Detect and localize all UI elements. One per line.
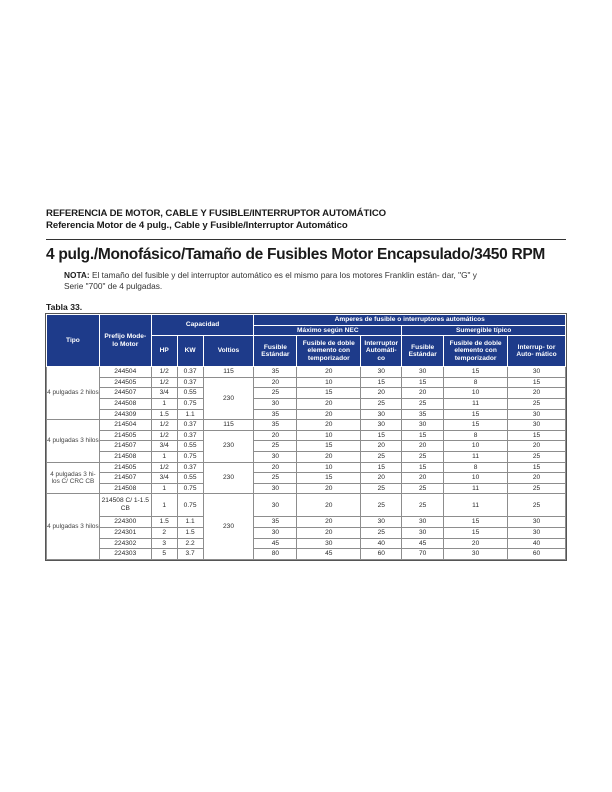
cell-hp: 3/4	[151, 441, 177, 452]
cell-prefijo: 244507	[99, 388, 151, 399]
cell-nec-interruptor: 20	[361, 388, 402, 399]
cell-sum-interruptor: 30	[508, 517, 566, 528]
cell-nec-fusible: 30	[254, 483, 297, 494]
cell-hp: 1/2	[151, 367, 177, 378]
cell-nec-fusible: 80	[254, 549, 297, 560]
header-amperes: Amperes de fusible o interruptores automáticos	[254, 315, 566, 326]
cell-sum-interruptor: 20	[508, 388, 566, 399]
cell-prefijo: 214507	[99, 473, 151, 484]
cell-nec-interruptor: 25	[361, 398, 402, 409]
cell-nec-fusible: 20	[254, 430, 297, 441]
cell-kw: 1.5	[177, 527, 203, 538]
table-row	[47, 430, 566, 441]
cell-sum-fusible: 30	[402, 527, 444, 538]
cell-nec-fusible: 25	[254, 473, 297, 484]
cell-kw: 0.55	[177, 473, 203, 484]
cell-sum-doble: 10	[444, 388, 508, 399]
cell-sum-doble: 10	[444, 473, 508, 484]
table-row	[47, 462, 566, 473]
fuse-table	[46, 314, 566, 560]
cell-hp: 1.5	[151, 409, 177, 420]
note-label: NOTA:	[64, 270, 90, 280]
cell-sum-fusible: 25	[402, 483, 444, 494]
table-row	[47, 494, 566, 517]
cell-nec-doble: 20	[297, 483, 361, 494]
cell-nec-fusible: 25	[254, 441, 297, 452]
table-row	[47, 367, 566, 378]
cell-sum-doble: 11	[444, 494, 508, 517]
cell-sum-doble: 15	[444, 527, 508, 538]
cell-sum-doble: 15	[444, 409, 508, 420]
cell-voltios: 115	[203, 420, 254, 431]
cell-sum-fusible: 15	[402, 430, 444, 441]
cell-nec-fusible: 30	[254, 398, 297, 409]
cell-prefijo: 214508	[99, 451, 151, 462]
cell-hp: 2	[151, 527, 177, 538]
header-hp: HP	[151, 336, 177, 367]
cell-hp: 1/2	[151, 430, 177, 441]
document-subtitle: Referencia Motor de 4 pulg., Cable y Fusible/Interruptor Automático	[46, 220, 348, 231]
cell-kw: 0.37	[177, 377, 203, 388]
cell-sum-interruptor: 30	[508, 527, 566, 538]
cell-prefijo: 244505	[99, 377, 151, 388]
cell-nec-fusible: 35	[254, 367, 297, 378]
cell-hp: 3/4	[151, 473, 177, 484]
cell-sum-interruptor: 30	[508, 420, 566, 431]
cell-sum-doble: 15	[444, 367, 508, 378]
cell-nec-doble: 20	[297, 494, 361, 517]
cell-sum-doble: 8	[444, 462, 508, 473]
cell-nec-interruptor: 15	[361, 377, 402, 388]
cell-hp: 3/4	[151, 388, 177, 399]
cell-voltios: 230	[203, 494, 254, 559]
header-divider	[46, 239, 566, 240]
cell-sum-fusible: 45	[402, 538, 444, 549]
cell-sum-interruptor: 15	[508, 377, 566, 388]
cell-sum-fusible: 30	[402, 367, 444, 378]
cell-nec-fusible: 35	[254, 409, 297, 420]
cell-sum-fusible: 15	[402, 377, 444, 388]
cell-hp: 1	[151, 483, 177, 494]
header-nec-doble: Fusible de doble elemento con temporizador	[297, 336, 361, 367]
cell-sum-fusible: 20	[402, 473, 444, 484]
cell-sum-doble: 30	[444, 549, 508, 560]
table-row	[47, 527, 566, 538]
cell-nec-interruptor: 15	[361, 430, 402, 441]
cell-nec-doble: 20	[297, 517, 361, 528]
cell-prefijo: 224301	[99, 527, 151, 538]
table-row	[47, 409, 566, 420]
cell-voltios: 230	[203, 430, 254, 462]
cell-nec-doble: 20	[297, 398, 361, 409]
cell-sum-doble: 8	[444, 430, 508, 441]
cell-sum-interruptor: 25	[508, 451, 566, 462]
cell-nec-doble: 10	[297, 430, 361, 441]
header-nec: Máximo según NEC	[254, 325, 402, 336]
cell-kw: 0.37	[177, 367, 203, 378]
cell-nec-interruptor: 30	[361, 517, 402, 528]
cell-kw: 1.1	[177, 409, 203, 420]
cell-sum-interruptor: 20	[508, 441, 566, 452]
cell-prefijo: 214508 C/ 1-1.5 CB	[99, 494, 151, 517]
cell-sum-doble: 8	[444, 377, 508, 388]
header-voltios: Voltios	[203, 336, 254, 367]
cell-sum-interruptor: 30	[508, 367, 566, 378]
cell-nec-interruptor: 25	[361, 527, 402, 538]
header-kw: KW	[177, 336, 203, 367]
cell-prefijo: 224300	[99, 517, 151, 528]
cell-hp: 1	[151, 398, 177, 409]
cell-sum-interruptor: 60	[508, 549, 566, 560]
cell-sum-doble: 10	[444, 441, 508, 452]
cell-hp: 1/2	[151, 420, 177, 431]
cell-sum-doble: 15	[444, 420, 508, 431]
cell-nec-fusible: 25	[254, 388, 297, 399]
cell-nec-fusible: 20	[254, 377, 297, 388]
cell-sum-doble: 20	[444, 538, 508, 549]
cell-sum-interruptor: 15	[508, 462, 566, 473]
cell-nec-fusible: 35	[254, 517, 297, 528]
cell-nec-interruptor: 25	[361, 483, 402, 494]
cell-kw: 0.37	[177, 430, 203, 441]
cell-sum-fusible: 35	[402, 409, 444, 420]
cell-nec-doble: 15	[297, 441, 361, 452]
cell-sum-interruptor: 25	[508, 494, 566, 517]
cell-sum-interruptor: 25	[508, 398, 566, 409]
cell-prefijo: 214504	[99, 420, 151, 431]
group-tipo: 4 pulgadas 2 hilos	[47, 367, 100, 420]
cell-nec-doble: 15	[297, 473, 361, 484]
cell-hp: 1/2	[151, 377, 177, 388]
cell-sum-fusible: 70	[402, 549, 444, 560]
cell-nec-interruptor: 30	[361, 420, 402, 431]
group-tipo: 4 pulgadas 3 hilos	[47, 494, 100, 559]
table-row	[47, 388, 566, 399]
table-row	[47, 377, 566, 388]
cell-kw: 0.55	[177, 441, 203, 452]
cell-nec-doble: 20	[297, 367, 361, 378]
cell-prefijo: 214505	[99, 462, 151, 473]
cell-hp: 1.5	[151, 517, 177, 528]
header-nec-interruptor: Interruptor Automáti- co	[361, 336, 402, 367]
cell-kw: 0.37	[177, 462, 203, 473]
group-tipo: 4 pulgadas 3 hilos	[47, 420, 100, 462]
cell-prefijo: 244504	[99, 367, 151, 378]
cell-sum-fusible: 30	[402, 420, 444, 431]
cell-nec-fusible: 30	[254, 494, 297, 517]
header-sumergible: Sumergible típico	[402, 325, 566, 336]
cell-sum-doble: 11	[444, 483, 508, 494]
cell-kw: 0.75	[177, 398, 203, 409]
table-row	[47, 517, 566, 528]
cell-nec-interruptor: 25	[361, 494, 402, 517]
cell-sum-fusible: 25	[402, 451, 444, 462]
cell-kw: 0.75	[177, 494, 203, 517]
cell-prefijo: 244508	[99, 398, 151, 409]
table-label: Tabla 33.	[46, 302, 83, 312]
cell-prefijo: 214505	[99, 430, 151, 441]
cell-nec-doble: 45	[297, 549, 361, 560]
cell-sum-fusible: 20	[402, 441, 444, 452]
cell-sum-fusible: 20	[402, 388, 444, 399]
cell-voltios: 115	[203, 367, 254, 378]
cell-prefijo: 214507	[99, 441, 151, 452]
header-sum-doble: Fusible de doble elemento con temporizador	[444, 336, 508, 367]
cell-sum-interruptor: 40	[508, 538, 566, 549]
cell-voltios: 230	[203, 377, 254, 419]
cell-nec-doble: 20	[297, 420, 361, 431]
cell-nec-doble: 20	[297, 409, 361, 420]
document-header	[46, 208, 566, 232]
cell-nec-doble: 10	[297, 377, 361, 388]
cell-voltios: 230	[203, 462, 254, 494]
cell-sum-doble: 11	[444, 398, 508, 409]
cell-nec-interruptor: 15	[361, 462, 402, 473]
cell-sum-fusible: 25	[402, 398, 444, 409]
table-row	[47, 538, 566, 549]
cell-sum-interruptor: 15	[508, 430, 566, 441]
cell-prefijo: 224302	[99, 538, 151, 549]
cell-nec-fusible: 30	[254, 451, 297, 462]
cell-kw: 1.1	[177, 517, 203, 528]
cell-nec-interruptor: 40	[361, 538, 402, 549]
cell-hp: 1/2	[151, 462, 177, 473]
cell-nec-doble: 30	[297, 538, 361, 549]
table-row	[47, 441, 566, 452]
cell-sum-interruptor: 30	[508, 409, 566, 420]
cell-nec-fusible: 30	[254, 527, 297, 538]
cell-nec-interruptor: 60	[361, 549, 402, 560]
cell-sum-interruptor: 20	[508, 473, 566, 484]
table-row	[47, 483, 566, 494]
cell-prefijo: 214508	[99, 483, 151, 494]
cell-nec-doble: 10	[297, 462, 361, 473]
cell-hp: 3	[151, 538, 177, 549]
cell-kw: 2.2	[177, 538, 203, 549]
cell-sum-interruptor: 25	[508, 483, 566, 494]
cell-hp: 1	[151, 451, 177, 462]
cell-nec-doble: 15	[297, 388, 361, 399]
cell-prefijo: 244309	[99, 409, 151, 420]
header-sum-fusible: Fusible Estándar	[402, 336, 444, 367]
document-title: REFERENCIA DE MOTOR, CABLE Y FUSIBLE/INTERRUPTOR AUTOMÁTICO	[46, 208, 387, 219]
cell-nec-fusible: 45	[254, 538, 297, 549]
cell-kw: 0.55	[177, 388, 203, 399]
cell-kw: 0.37	[177, 420, 203, 431]
cell-sum-fusible: 25	[402, 494, 444, 517]
table-row	[47, 398, 566, 409]
cell-kw: 0.75	[177, 451, 203, 462]
cell-sum-fusible: 30	[402, 517, 444, 528]
cell-nec-doble: 20	[297, 527, 361, 538]
header-capacidad: Capacidad	[151, 315, 254, 336]
table-row	[47, 451, 566, 462]
group-tipo: 4 pulgadas 3 hi- los C/ CRC CB	[47, 462, 100, 494]
cell-nec-interruptor: 30	[361, 367, 402, 378]
cell-nec-interruptor: 20	[361, 473, 402, 484]
cell-nec-fusible: 20	[254, 462, 297, 473]
cell-kw: 3.7	[177, 549, 203, 560]
cell-hp: 5	[151, 549, 177, 560]
table-row	[47, 549, 566, 560]
note-paragraph	[64, 270, 484, 292]
cell-nec-interruptor: 30	[361, 409, 402, 420]
section-heading: 4 pulg./Monofásico/Tamaño de Fusibles Motor Encapsulado/3450 RPM	[46, 246, 545, 263]
header-tipo: Tipo	[47, 315, 100, 367]
cell-hp: 1	[151, 494, 177, 517]
cell-sum-doble: 11	[444, 451, 508, 462]
cell-nec-interruptor: 25	[361, 451, 402, 462]
table-row	[47, 420, 566, 431]
cell-sum-doble: 15	[444, 517, 508, 528]
header-nec-fusible: Fusible Estándar	[254, 336, 297, 367]
cell-prefijo: 224303	[99, 549, 151, 560]
cell-kw: 0.75	[177, 483, 203, 494]
cell-nec-fusible: 35	[254, 420, 297, 431]
cell-nec-doble: 20	[297, 451, 361, 462]
cell-sum-fusible: 15	[402, 462, 444, 473]
table-row	[47, 473, 566, 484]
note-text: El tamaño del fusible y del interruptor automático es el mismo para los motores Franklin están- dar, "G" y Serie "700" de 4 pulgadas.	[64, 270, 477, 291]
cell-nec-interruptor: 20	[361, 441, 402, 452]
header-sum-interruptor: Interrup- tor Auto- mático	[508, 336, 566, 367]
header-prefijo: Prefijo Mode- lo Motor	[99, 315, 151, 367]
